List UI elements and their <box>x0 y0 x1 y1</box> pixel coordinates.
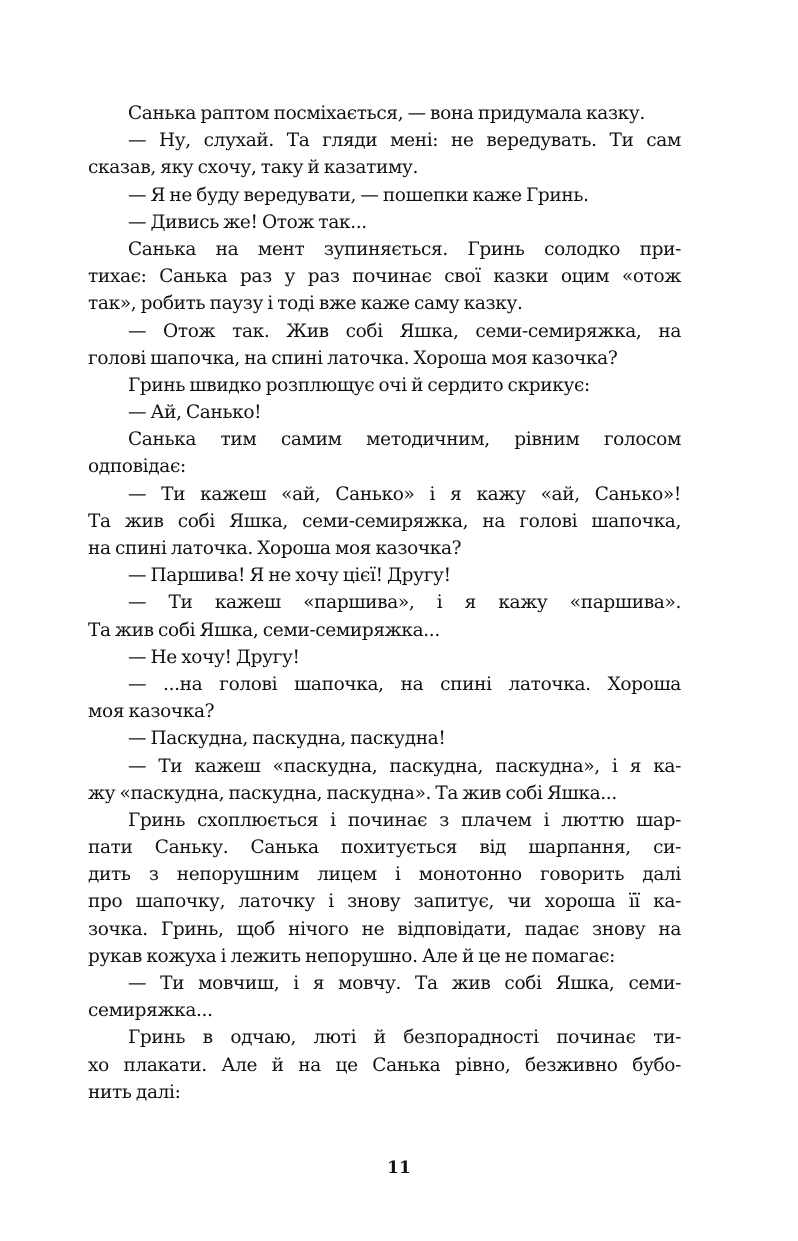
text-line: голові шапочка, на спині латочка. Хороша моя казочка? <box>88 347 618 369</box>
text-line: про шапочку, латочку і знову запитує, чи хороша її ка- <box>88 891 681 913</box>
text-line: — Ти кажеш «паскудна, паскудна, паскудна», і я ка- <box>128 755 681 777</box>
text-line: — Ай, Санько! <box>128 402 262 424</box>
text-line: Та жив собі Яшка, семи-семиряжка... <box>88 619 440 641</box>
text-line: — Я не буду вередувати, — пошепки каже Гринь. <box>128 184 589 206</box>
text-line: — ...на голові шапочка, на спині латочка. Хороша <box>128 673 681 695</box>
text-line: — Ти мовчиш, і я мовчу. Та жив собі Яшка, семи- <box>128 973 681 994</box>
body-text <box>88 100 681 1106</box>
text-line: Гринь в одчаю, люті й безпорадності починає ти- <box>128 1027 681 1049</box>
text-line: на спині латочка. Хороша моя казочка? <box>88 538 462 559</box>
text-line: моя казочка? <box>88 701 215 723</box>
text-line: одповідає: <box>88 456 186 478</box>
text-line: Гринь схоплюється і починає з плачем і люттю шар- <box>128 809 681 831</box>
text-line: — Паскудна, паскудна, паскудна! <box>128 728 446 750</box>
text-line: так», робить паузу і тоді вже каже саму казку. <box>88 293 523 315</box>
text-line: сказав, яку схочу, таку й казатиму. <box>88 157 419 179</box>
text-line: тихає: Санька раз у раз починає свої казки оцим «отож <box>88 266 681 288</box>
text-line: хо плакати. Але й на це Санька рівно, безживно бубо- <box>88 1054 681 1076</box>
text-line: — Не хочу! Другу! <box>128 646 300 668</box>
text-line: — Ти кажеш «ай, Санько» і я кажу «ай, Санько»! <box>128 483 681 505</box>
text-line: — Ти кажеш «паршива», і я кажу «паршива». <box>128 592 681 614</box>
text-line: дить з непорушним лицем і монотонно говорить далі <box>88 864 681 886</box>
text-line: Санька раптом посміхається, — вона придумала казку. <box>128 103 645 124</box>
text-line: — Паршива! Я не хочу цієї! Другу! <box>128 565 451 587</box>
text-line: зочка. Гринь, щоб нічого не відповідати, падає знову на <box>88 918 681 940</box>
text-line: пати Саньку. Санька похитується від шарпання, си- <box>88 837 681 859</box>
text-line: — Дивись же! Отож так... <box>128 211 367 233</box>
text-line: жу «паскудна, паскудна, паскудна». Та жив собі Яшка... <box>88 782 617 804</box>
text-line: Санька тим самим методичним, рівним голосом <box>128 429 681 451</box>
text-line: рукав кожуха і лежить непорушно. Але й це не помагає: <box>88 945 616 967</box>
text-line: Санька на мент зупиняється. Гринь солодко при- <box>128 238 681 260</box>
text-line: нить далі: <box>88 1081 181 1103</box>
text-line: Та жив собі Яшка, семи-семиряжка, на голові шапочка, <box>88 510 681 532</box>
page-number: 11 <box>387 1158 411 1178</box>
text-line: Гринь швидко розплющує очі й сердито скрикує: <box>128 374 590 396</box>
text-line: — Ну, слухай. Та гляди мені: не вередувать. Ти сам <box>128 130 681 152</box>
text-line: — Отож так. Жив собі Яшка, семи-семиряжка, на <box>128 320 681 342</box>
text-line: семиряжка... <box>88 1000 213 1022</box>
